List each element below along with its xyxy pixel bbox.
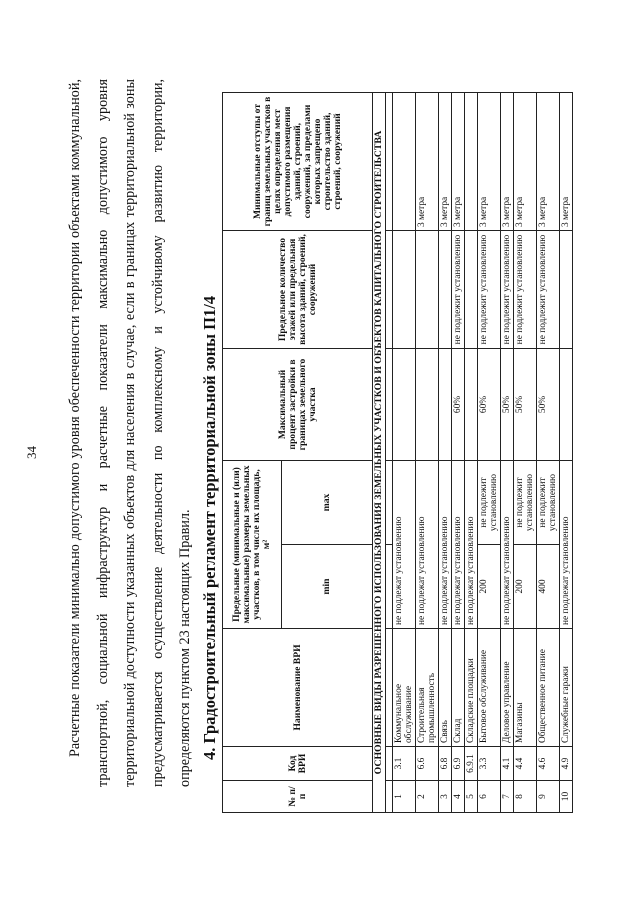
intro-paragraph: Расчетные показатели минимально допустимого уровня обеспеченности территории объектами коммунальной, транспортной, социальной инфраструктур и расчетные показатели максимально допустимого уровня территориальной доступности указанных объектов для населения в случае, если в границах территориальной зоны предусматривается осуществление деятельности по комплексному и устойчивому развитию территории, определяются пунктом 23 настоящих Правил.: [67, 79, 193, 787]
table-row: [537, 93, 560, 813]
cell-max: не подлежит установлению: [514, 461, 537, 545]
table-row: [465, 93, 478, 813]
section-title: 4. Градостроительный регламент территориальной зоны П1/4: [200, 295, 219, 760]
cell-setback: 3 метра: [514, 93, 537, 231]
cell-num: 7: [501, 781, 514, 813]
cell-num: 1: [393, 781, 416, 813]
cell-code: 4.6: [537, 747, 560, 781]
cell-num: 8: [514, 781, 537, 813]
cell-setback: 3 метра: [560, 93, 573, 231]
cell-num: 10: [560, 781, 573, 813]
spacer-row: [386, 93, 393, 813]
cell-num: 6: [478, 781, 501, 813]
cell-floors: не подлежит установлению: [537, 231, 560, 349]
cell-size: не подлежат установлению: [452, 461, 465, 629]
cell-setback: 3 метра: [478, 93, 501, 231]
cell-max: не подлежит установлению: [478, 461, 501, 545]
cell-setback: 3 метра: [501, 93, 514, 231]
header-num: № п/п: [223, 781, 373, 813]
cell-percent: 50%: [501, 349, 514, 461]
cell-percent: [465, 349, 478, 461]
cell-floors: не подлежит установлению: [514, 231, 537, 349]
cell-code: 4.9: [560, 747, 573, 781]
cell-max: не подлежит установлению: [537, 461, 560, 545]
cell-percent: [439, 349, 452, 461]
table-row: [560, 93, 573, 813]
page-number: 34: [24, 446, 39, 459]
cell-floors: [439, 231, 452, 349]
table-row: [478, 93, 501, 813]
header-max: max: [282, 461, 373, 545]
cell-code: 4.4: [514, 747, 537, 781]
cell-min: 200: [478, 545, 501, 629]
cell-size: не подлежат установлению: [439, 461, 452, 629]
cell-code: 6.8: [439, 747, 452, 781]
cell-code: 6.9.1: [465, 747, 478, 781]
cell-name: Деловое управление: [501, 629, 514, 747]
cell-code: 3.3: [478, 747, 501, 781]
cell-percent: 60%: [452, 349, 465, 461]
table-header-row: [223, 93, 282, 813]
table-row: [439, 93, 452, 813]
cell-code: 6.6: [416, 747, 439, 781]
cell-percent: [560, 349, 573, 461]
cell-floors: [560, 231, 573, 349]
header-size-group: Предельные (минимальные и (или) максимальные) размеры земельных участков, в том числе их площадь, м²: [223, 461, 282, 629]
header-percent: Максимальный процент застройки в границах земельного участка: [223, 349, 373, 461]
table-row: [501, 93, 514, 813]
cell-floors: не подлежит установлению: [501, 231, 514, 349]
cell-code: 3.1: [393, 747, 416, 781]
cell-floors: не подлежит установлению: [452, 231, 465, 349]
cell-min: 200: [514, 545, 537, 629]
cell-name: Строительная промышленность: [416, 629, 439, 747]
cell-size: не подлежат установлению: [416, 461, 439, 629]
section-label: ОСНОВНЫЕ ВИДЫ РАЗРЕШЕННОГО ИСПОЛЬЗОВАНИЯ ЗЕМЕЛЬНЫХ УЧАСТКОВ И ОБЪЕКТОВ КАПИТАЛЬНОГО СТРОИТЕЛЬСТВА: [373, 93, 386, 813]
table-row: [452, 93, 465, 813]
cell-size: не подлежат установлению: [501, 461, 514, 629]
cell-name: Служебные гаражи: [560, 629, 573, 747]
cell-name: Магазины: [514, 629, 537, 747]
cell-floors: [465, 231, 478, 349]
cell-size: не подлежат установлению: [393, 461, 416, 629]
cell-name: Склад: [452, 629, 465, 747]
cell-percent: [416, 349, 439, 461]
cell-name: Общественное питание: [537, 629, 560, 747]
header-name: Наименование ВРИ: [223, 629, 373, 747]
cell-setback: 3 метра: [452, 93, 465, 231]
header-setback: Минимальные отступы от границ земельных участков в целях определения мест допустимого размещения зданий, строений, сооружений, за пределами которых запрещено строительство зданий, строений, сооружений: [223, 93, 373, 231]
cell-name: Складские площадки: [465, 629, 478, 747]
cell-size: не подлежат установлению: [465, 461, 478, 629]
cell-num: 3: [439, 781, 452, 813]
table-row: [514, 93, 537, 813]
cell-floors: не подлежит установлению: [478, 231, 501, 349]
table-row: [416, 93, 439, 813]
cell-percent: 50%: [537, 349, 560, 461]
cell-setback: [465, 93, 478, 231]
header-code: Код ВРИ: [223, 747, 373, 781]
table-row: [393, 93, 416, 813]
cell-size: не подлежат установлению: [560, 461, 573, 629]
cell-num: 5: [465, 781, 478, 813]
cell-num: 4: [452, 781, 465, 813]
cell-percent: 50%: [514, 349, 537, 461]
section-row: [373, 93, 386, 813]
cell-code: 6.9: [452, 747, 465, 781]
cell-percent: [393, 349, 416, 461]
regulation-table: [222, 92, 573, 813]
cell-num: 9: [537, 781, 560, 813]
cell-code: 4.1: [501, 747, 514, 781]
cell-name: Коммунальное обслуживание: [393, 629, 416, 747]
cell-name: Бытовое обслуживание: [478, 629, 501, 747]
cell-percent: 60%: [478, 349, 501, 461]
cell-setback: 3 метра: [416, 93, 439, 231]
cell-min: 400: [537, 545, 560, 629]
cell-num: 2: [416, 781, 439, 813]
cell-floors: [393, 231, 416, 349]
header-min: min: [282, 545, 373, 629]
cell-name: Связь: [439, 629, 452, 747]
cell-setback: 3 метра: [439, 93, 452, 231]
cell-setback: [393, 93, 416, 231]
header-floors: Предельное количество этажей или предельная высота зданий, строений, сооружений: [223, 231, 373, 349]
cell-floors: [416, 231, 439, 349]
cell-setback: 3 метра: [537, 93, 560, 231]
